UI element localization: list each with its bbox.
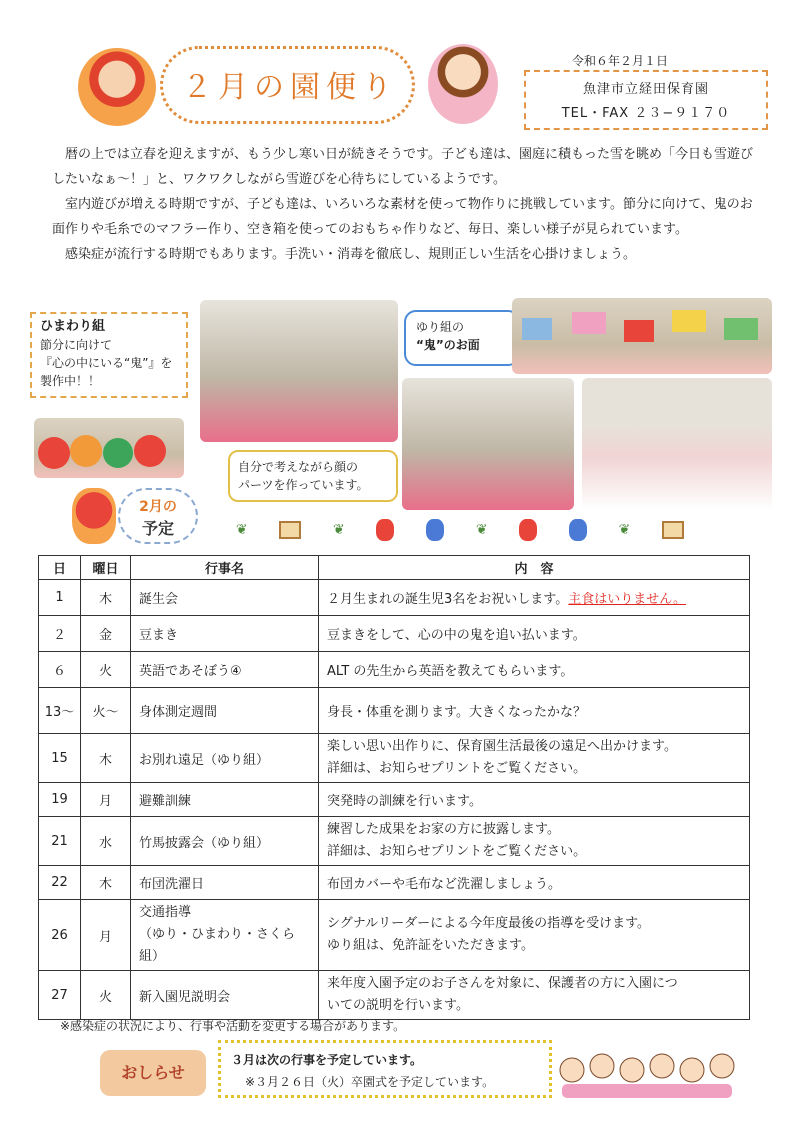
cell-detail: 身長・体重を測ります。大きくなったかな？ — [319, 688, 750, 734]
cell-detail — [319, 900, 750, 971]
cell-event: 竹馬披露会（ゆり組） — [131, 817, 319, 866]
cell-detail: ALT の先生から英語を教えてもらいます。 — [319, 652, 750, 688]
himawari-caption: 節分に向けて — [40, 338, 113, 352]
table-header-row — [39, 556, 750, 580]
table-row — [39, 971, 750, 1020]
children-group-illustration — [552, 1046, 742, 1102]
table-row — [39, 734, 750, 783]
detail-warning: 主食はいりません。 — [568, 592, 687, 607]
notice-line2: ※３月２６日（火）卒園式を予定しています。 — [245, 1075, 495, 1089]
cell-event: 避難訓練 — [131, 783, 319, 817]
table-row — [39, 688, 750, 734]
oshirase-notice — [218, 1040, 552, 1098]
table-row — [39, 616, 750, 652]
detail-line: いての説明を行います。 — [327, 998, 469, 1013]
oni-icon — [376, 519, 394, 541]
detail-line: 楽しい思い出作りに、保育園生活最後の遠足へ出かけます。 — [327, 739, 677, 754]
table-row — [39, 580, 750, 616]
table-row — [39, 866, 750, 900]
masu-box-icon — [662, 521, 684, 539]
detail-text: ２月生まれの誕生児3名をお祝いします。 — [327, 592, 569, 607]
schedule-badge — [118, 488, 198, 544]
header-day: 日 — [39, 556, 81, 580]
intro-paragraph: 暦の上では立春を迎えますが、もう少し寒い日が続きそうです。子ども達は、園庭に積もった雪を眺め「今日も雪遊びしたいなぁ〜！」と、ワクワクしながら雪遊びを心待ちにしているようです。 — [52, 147, 753, 187]
header-event: 行事名 — [131, 556, 319, 580]
cell-weekday: 水 — [81, 817, 131, 866]
leaf-icon: ❦ — [475, 522, 488, 538]
page-title: ２月の園便り — [182, 70, 398, 105]
cell-day: ２ — [39, 616, 81, 652]
leaf-icon: ❦ — [332, 522, 345, 538]
cell-event: 誕生会 — [131, 580, 319, 616]
himawari-title: ひまわり組 — [40, 319, 106, 334]
detail-line: シグナルリーダーによる今年度最後の指導を受けます。 — [327, 916, 651, 931]
schedule-note: ※感染症の状況により、行事や活動を変更する場合があります。 — [60, 1019, 406, 1033]
himawari-caption: 製作中！！ — [40, 374, 101, 388]
table-row — [39, 900, 750, 971]
cell-detail — [319, 734, 750, 783]
intro-paragraph: 感染症が流行する時期でもあります。手洗い・消毒を徹底し、規則正しい生活を心掛けましょう。 — [65, 247, 636, 262]
cell-event: 身体測定週間 — [131, 688, 319, 734]
cell-day: ６ — [39, 652, 81, 688]
parts-callout — [228, 450, 398, 502]
oni-mask-photo-small — [34, 418, 184, 478]
detail-line: 詳細は、お知らせプリントをご覧ください。 — [327, 761, 587, 776]
detail-line: 詳細は、お知らせプリントをご覧ください。 — [327, 844, 587, 859]
cell-event: 新入園児説明会 — [131, 971, 319, 1020]
cell-weekday: 火 — [81, 971, 131, 1020]
cell-event: 布団洗濯日 — [131, 866, 319, 900]
cell-day: 19 — [39, 783, 81, 817]
table-row — [39, 817, 750, 866]
masu-box-icon — [279, 521, 301, 539]
cell-weekday: 木 — [81, 734, 131, 783]
cell-detail: 豆まきをして、心の中の鬼を追い払います。 — [319, 616, 750, 652]
table-row — [39, 783, 750, 817]
cell-detail — [319, 580, 750, 616]
cell-weekday: 月 — [81, 783, 131, 817]
cell-weekday: 月 — [81, 900, 131, 971]
classroom-photo-2 — [402, 378, 574, 510]
parts-caption: 自分で考えながら顔の — [238, 460, 359, 474]
schedule-badge-line1: 2月の — [139, 499, 177, 515]
cell-detail: 布団カバーや毛布など洗濯しましょう。 — [319, 866, 750, 900]
contact-box — [524, 70, 768, 130]
parts-caption: パーツを作っています。 — [238, 478, 369, 492]
himawari-caption: 『心の中にいる“鬼”』を — [40, 356, 173, 370]
detail-line: 練習した成果をお家の方に披露します。 — [327, 822, 560, 837]
oshirase-badge-text: おしらせ — [121, 1063, 185, 1082]
yuri-masks-photo — [512, 298, 772, 374]
intro-text — [52, 142, 762, 267]
tel-fax: TEL・FAX ２３−９１７０ — [561, 106, 731, 121]
cell-weekday: 木 — [81, 866, 131, 900]
detail-line: 来年度入園予定のお子さんを対象に、保護者の方に入園につ — [327, 976, 678, 991]
cell-day: 15 — [39, 734, 81, 783]
cell-day: 13〜 — [39, 688, 81, 734]
notice-line1: ３月は次の行事を予定しています。 — [231, 1053, 423, 1067]
event-line: （ゆり・ひまわり・さくら組） — [139, 927, 296, 964]
cell-detail — [319, 817, 750, 866]
schedule-badge-line2: 予定 — [141, 519, 174, 538]
cell-detail: 突発時の訓練を行います。 — [319, 783, 750, 817]
header-weekday: 曜日 — [81, 556, 131, 580]
cell-weekday: 火〜 — [81, 688, 131, 734]
cell-day: 27 — [39, 971, 81, 1020]
issue-date: 令和６年２月１日 — [572, 54, 669, 68]
himawari-callout — [30, 312, 188, 398]
event-line: 交通指導 — [139, 905, 192, 920]
oni-character-illustration — [78, 48, 156, 126]
cell-event: 豆まき — [131, 616, 319, 652]
oshirase-badge — [100, 1050, 206, 1096]
leaf-icon: ❦ — [235, 522, 248, 538]
leaf-icon: ❦ — [618, 522, 631, 538]
cell-day: 21 — [39, 817, 81, 866]
cell-weekday: 木 — [81, 580, 131, 616]
cell-event — [131, 900, 319, 971]
yuri-callout — [404, 310, 520, 366]
header-detail: 内 容 — [319, 556, 750, 580]
girl-character-illustration — [428, 44, 498, 124]
cell-event: 英語であそぼう④ — [131, 652, 319, 688]
yuri-masks-drawing — [512, 298, 772, 374]
cell-day: 1 — [39, 580, 81, 616]
table-row — [39, 652, 750, 688]
cell-day: 22 — [39, 866, 81, 900]
decoration-strip — [220, 514, 700, 546]
cell-weekday: 金 — [81, 616, 131, 652]
schedule-table — [38, 555, 750, 1020]
cell-day: 26 — [39, 900, 81, 971]
yuri-caption: “鬼”のお面 — [416, 338, 480, 352]
cell-weekday: 火 — [81, 652, 131, 688]
classroom-photo-3 — [582, 378, 772, 510]
classroom-photo-1 — [200, 300, 398, 442]
cell-event: お別れ遠足（ゆり組） — [131, 734, 319, 783]
intro-paragraph: 室内遊びが増える時期ですが、子ども達は、いろいろな素材を使って物作りに挑戦しています。節分に向けて、鬼のお面作りや毛糸でのマフラー作り、空き箱を使ってのおもちゃ作りなど、毎日、楽しい様子が見られています。 — [52, 197, 753, 237]
yuri-caption: ゆり組の — [416, 320, 465, 334]
oni-icon — [569, 519, 587, 541]
school-name: 魚津市立経田保育園 — [582, 82, 709, 97]
cell-detail — [319, 971, 750, 1020]
oni-icon — [519, 519, 537, 541]
oni-mascot-illustration — [72, 488, 116, 544]
oni-masks-drawing — [34, 418, 184, 478]
detail-line: ゆり組は、免許証をいただきます。 — [327, 938, 534, 953]
children-drawing — [552, 1046, 742, 1102]
oni-icon — [426, 519, 444, 541]
